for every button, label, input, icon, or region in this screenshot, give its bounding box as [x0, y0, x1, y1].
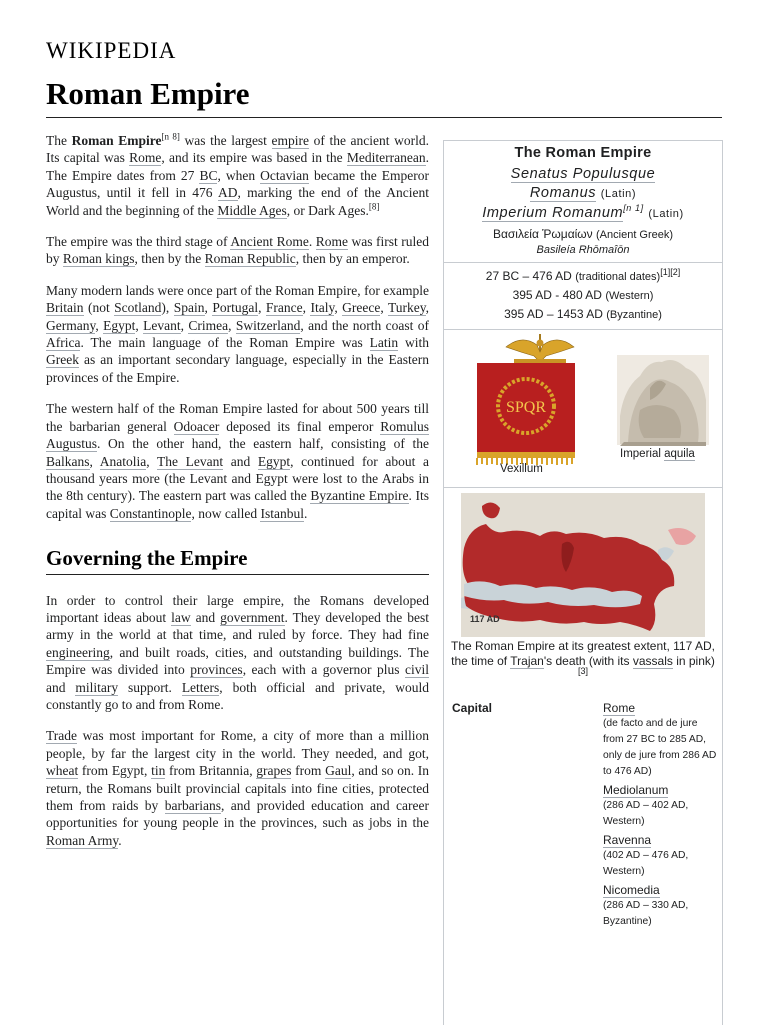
greek-name	[444, 227, 722, 241]
text-run: from Egypt,	[78, 763, 152, 779]
language-greek: (Ancient Greek)	[596, 229, 674, 241]
text-run: ,	[228, 317, 236, 333]
inline-link[interactable]: Scotland	[114, 300, 162, 316]
capital-item-ravenna	[603, 832, 718, 880]
inline-link[interactable]: Levant	[143, 317, 181, 333]
language-latin-2: (Latin)	[648, 208, 684, 220]
vexillum-image[interactable]	[477, 334, 575, 465]
inline-link[interactable]: BC	[199, 167, 218, 183]
text-run: , and provided education and career opportunities for young people in the provinces, such as jobs in the	[46, 798, 429, 831]
inline-link[interactable]: France	[265, 300, 303, 316]
capital-note: (402 AD – 476 AD, Western)	[603, 850, 689, 877]
capital-note: (de facto and de jure from 27 BC to 285 AD, only de jure from 286 AD to 476 AD)	[603, 718, 717, 777]
text-run: ,	[204, 300, 213, 316]
inline-link[interactable]: Odoacer	[173, 418, 220, 434]
inline-link[interactable]: Middle Ages	[217, 202, 287, 218]
inline-link[interactable]: Egypt	[257, 453, 291, 469]
text-run: was the largest	[179, 133, 272, 148]
date-range: 395 AD – 1453 AD	[504, 307, 603, 321]
capital-link-rome[interactable]: Rome	[603, 701, 636, 715]
capital-list	[603, 700, 718, 932]
text-run: , and built roads, cities, and outstanding buildings. The Empire was divided into	[46, 644, 429, 678]
aquila-caption	[620, 448, 695, 460]
native-name-line-2	[444, 184, 722, 204]
map-year-label: 117 AD	[470, 614, 500, 624]
inline-link[interactable]: Balkans	[46, 453, 90, 469]
text-run: and	[46, 679, 76, 695]
inline-link[interactable]: civil	[404, 662, 429, 678]
text-run: of the ancient world. Its capital was	[46, 133, 429, 166]
capital-item-rome	[603, 700, 718, 780]
inline-link[interactable]: Roman Army	[46, 832, 119, 848]
language-latin: (Latin)	[600, 188, 637, 200]
text-run: and	[190, 609, 221, 625]
inline-link[interactable]: Byzantine Empire	[310, 488, 409, 504]
text-run: as an important secondary language, especially in the Eastern provinces of the Empire.	[46, 352, 429, 385]
inline-link[interactable]: engineering	[46, 644, 110, 660]
text-run: , and the north coast of	[300, 317, 430, 333]
text-run: ,	[89, 453, 100, 469]
text-run: , then by an emperor.	[295, 251, 410, 267]
date-row-western	[444, 286, 722, 305]
text-run: ,	[95, 317, 104, 333]
inline-link[interactable]: Portugal	[212, 300, 259, 316]
page-title: Roman Empire	[46, 76, 250, 111]
reference[interactable]: [8]	[368, 201, 380, 212]
text-run: ,	[146, 453, 158, 469]
capital-item-nicomedia	[603, 882, 718, 930]
inline-link[interactable]: government	[220, 609, 285, 625]
greek-name-text: Βασιλεία Ῥωμαίων	[492, 227, 593, 241]
aquila-link[interactable]: aquila	[664, 448, 695, 460]
vexillum-caption: Vexillum	[500, 463, 543, 475]
infobox-capital-row	[444, 695, 722, 935]
inline-link[interactable]: AD	[218, 185, 238, 201]
native-name-link-2[interactable]: Romanus	[529, 185, 597, 201]
native-name-line-3	[444, 204, 722, 224]
title-divider	[46, 117, 722, 118]
text-run: , continued for about a thousand years more (the Levant and Egypt were lost to the Arabs in the 8th century). The eastern part was called the	[46, 453, 429, 504]
map-caption-text: 's death (with its	[543, 653, 633, 668]
intro-paragraph-2	[46, 233, 429, 268]
map-caption	[450, 639, 716, 683]
inline-link[interactable]: Britain	[46, 300, 84, 316]
text-run: was first ruled by	[46, 234, 429, 267]
capital-link-ravenna[interactable]: Ravenna	[603, 833, 652, 847]
inline-link[interactable]: Romulus Augustus	[46, 418, 429, 452]
inline-link[interactable]: Roman kings	[62, 251, 135, 267]
text-run: The empire was the third stage of	[46, 234, 231, 250]
inline-link[interactable]: Trade	[46, 728, 78, 744]
capital-item-mediolanum	[603, 782, 718, 830]
text-run: was most important for Rome, a city of more than a million people, by far the largest city in the world. They needed, and got,	[46, 728, 429, 761]
text-run: ,	[258, 300, 266, 316]
inline-link[interactable]: Istanbul	[260, 505, 304, 521]
text-run: , or Dark Ages.	[286, 202, 369, 218]
intro-paragraph-4	[46, 400, 429, 522]
text-run: The western half of the Roman Empire lasted for about 500 years till the barbarian general	[46, 401, 429, 434]
inline-link[interactable]: Africa	[46, 335, 81, 351]
date-note: (traditional dates)	[575, 271, 661, 283]
inline-link[interactable]: Rome	[315, 234, 348, 250]
inline-link[interactable]: Greece	[342, 300, 381, 316]
inline-link[interactable]: military	[75, 679, 119, 695]
capital-link-nicomedia[interactable]: Nicomedia	[603, 883, 660, 897]
map-caption-text: The Roman Empire at its greatest extent, 117 AD, the time of	[451, 639, 715, 668]
ref-3[interactable]: [3]	[577, 666, 588, 676]
text-run: ,	[334, 300, 343, 316]
infobox-map-section	[444, 487, 722, 695]
emblems-graphic	[444, 330, 722, 487]
inline-link[interactable]: Crimea	[188, 317, 229, 333]
inline-link[interactable]: wheat	[46, 763, 79, 779]
inline-link[interactable]: Greek	[46, 352, 79, 368]
date-range: 27 BC – 476 AD	[485, 269, 572, 283]
article-body	[46, 132, 429, 863]
text-run: Many modern lands were once part of the Roman Empire, for example	[46, 282, 429, 298]
inline-link[interactable]: Roman Republic	[204, 251, 296, 267]
date-note: (Western)	[605, 290, 654, 302]
date-note: (Byzantine)	[606, 309, 662, 321]
aquila-image[interactable]	[617, 355, 709, 446]
infobox-emblems	[444, 329, 722, 487]
inline-link[interactable]: barbarians	[164, 798, 221, 813]
text-run: . Its capital was	[46, 488, 429, 521]
inline-link[interactable]: Latin	[369, 335, 399, 351]
inline-link[interactable]: Germany	[46, 317, 96, 333]
inline-link[interactable]: empire	[271, 133, 310, 148]
text-run: , when	[217, 167, 261, 183]
governing-paragraph-1	[46, 592, 429, 714]
text-run: In order to control their large empire, the Romans developed important ideas about	[46, 592, 429, 625]
text-run: support.	[118, 679, 182, 695]
text-run: , marking the end of the Ancient World and the beginning of the	[46, 185, 429, 218]
text-run: . They developed the best army in the world at that time, and ruled by force. They had fine	[46, 609, 429, 643]
wikipedia-wordmark[interactable]: WIKIPEDIA	[46, 38, 177, 63]
text-run: , then by the	[134, 251, 205, 267]
text-run: with	[398, 335, 429, 351]
inline-link[interactable]: Turkey	[387, 300, 426, 316]
vassals-link[interactable]: vassals	[632, 653, 673, 668]
intro-paragraph-3	[46, 282, 429, 386]
text-run: , now called	[191, 505, 261, 521]
inline-link[interactable]: provinces	[190, 662, 243, 678]
inline-link[interactable]: Egypt	[103, 317, 136, 333]
text-run: , and its empire was based in the	[161, 150, 347, 166]
inline-link[interactable]: Switzerland	[235, 317, 301, 333]
text-run: The	[46, 133, 72, 148]
text-run: (not	[83, 300, 115, 316]
governing-paragraph-2	[46, 727, 429, 849]
inline-link[interactable]: Constantinople	[109, 505, 192, 521]
text-run: , and so on. In return, the Romans built provincial capitals into fine cities, protected them from raids by	[46, 763, 429, 813]
text-run: ,	[380, 300, 388, 316]
date-refs[interactable]: [1][2]	[660, 267, 681, 277]
date-range: 395 AD - 480 AD	[512, 288, 602, 302]
reference[interactable]: [n 8]	[161, 131, 180, 142]
inline-link[interactable]: Gaul	[325, 763, 352, 779]
inline-link[interactable]: law	[171, 609, 191, 625]
inline-link[interactable]: grapes	[256, 763, 292, 779]
ref-n1[interactable]: [n 1]	[623, 203, 644, 214]
section-heading-governing: Governing the Empire	[46, 550, 429, 574]
capital-note: (286 AD – 402 AD, Western)	[603, 800, 689, 827]
map-caption-text: in pink)	[672, 653, 715, 668]
text-run: ,	[180, 317, 189, 333]
text-run: from Britannia,	[165, 763, 257, 779]
text-run: , both official and private, would constantly go to and from Rome.	[46, 679, 429, 712]
native-name-line-1	[444, 165, 722, 184]
text-run: . The Empire dates from 27	[46, 150, 429, 183]
date-row-byzantine	[444, 305, 722, 324]
capital-label: Capital	[452, 701, 493, 715]
inline-link[interactable]: tin	[151, 763, 166, 779]
text-run: became the Emperor Augustus, until it fell in 476	[46, 167, 429, 201]
text-run: .	[303, 505, 308, 521]
text-run: from	[291, 763, 326, 779]
inline-link[interactable]: Italy	[310, 300, 335, 316]
text-run: .	[308, 234, 316, 250]
inline-link[interactable]: Letters	[181, 679, 220, 695]
intro-paragraph-1	[46, 132, 429, 219]
infobox-dates	[444, 262, 722, 329]
infobox	[443, 140, 723, 1025]
text-run: . The main language of the Roman Empire was	[80, 335, 370, 351]
aquila-caption-text: Imperial	[620, 448, 665, 460]
text-run: ),	[161, 300, 174, 316]
inline-link[interactable]: Spain	[173, 300, 205, 316]
text-run: and	[223, 453, 258, 469]
trajan-link[interactable]: Trajan	[510, 653, 544, 668]
bold-term: Roman Empire	[71, 133, 162, 148]
text-run: . On the other hand, the eastern half, consisting of the	[97, 436, 429, 452]
vexillum-letters: SPQR	[505, 399, 547, 416]
inline-link[interactable]: Mediterranean	[346, 150, 426, 166]
inline-link[interactable]: The Levant	[157, 453, 224, 469]
infobox-caption: The Roman Empire	[514, 145, 652, 161]
text-run: ,	[135, 317, 144, 333]
inline-link[interactable]: Ancient Rome	[230, 234, 309, 250]
text-run: deposed its final emperor	[219, 418, 381, 434]
text-run: , each with a governor plus	[242, 662, 405, 678]
text-run: ,	[302, 300, 311, 316]
native-name-link-3[interactable]: Imperium Romanum	[482, 205, 624, 221]
inline-link[interactable]: Rome	[129, 150, 162, 166]
inline-link[interactable]: Octavian	[260, 167, 309, 183]
greek-transliteration: Basileía Rhōmaîōn	[536, 244, 630, 256]
date-row-traditional	[444, 267, 722, 286]
inline-link[interactable]: Anatolia	[99, 453, 147, 469]
native-name-link-1[interactable]: Senatus Populusque	[510, 166, 656, 182]
text-run: ,	[425, 300, 429, 316]
text-run: .	[118, 832, 122, 848]
capital-note: (286 AD – 330 AD, Byzantine)	[603, 900, 689, 927]
infobox-header	[444, 141, 722, 256]
capital-link-mediolanum[interactable]: Mediolanum	[603, 783, 669, 797]
